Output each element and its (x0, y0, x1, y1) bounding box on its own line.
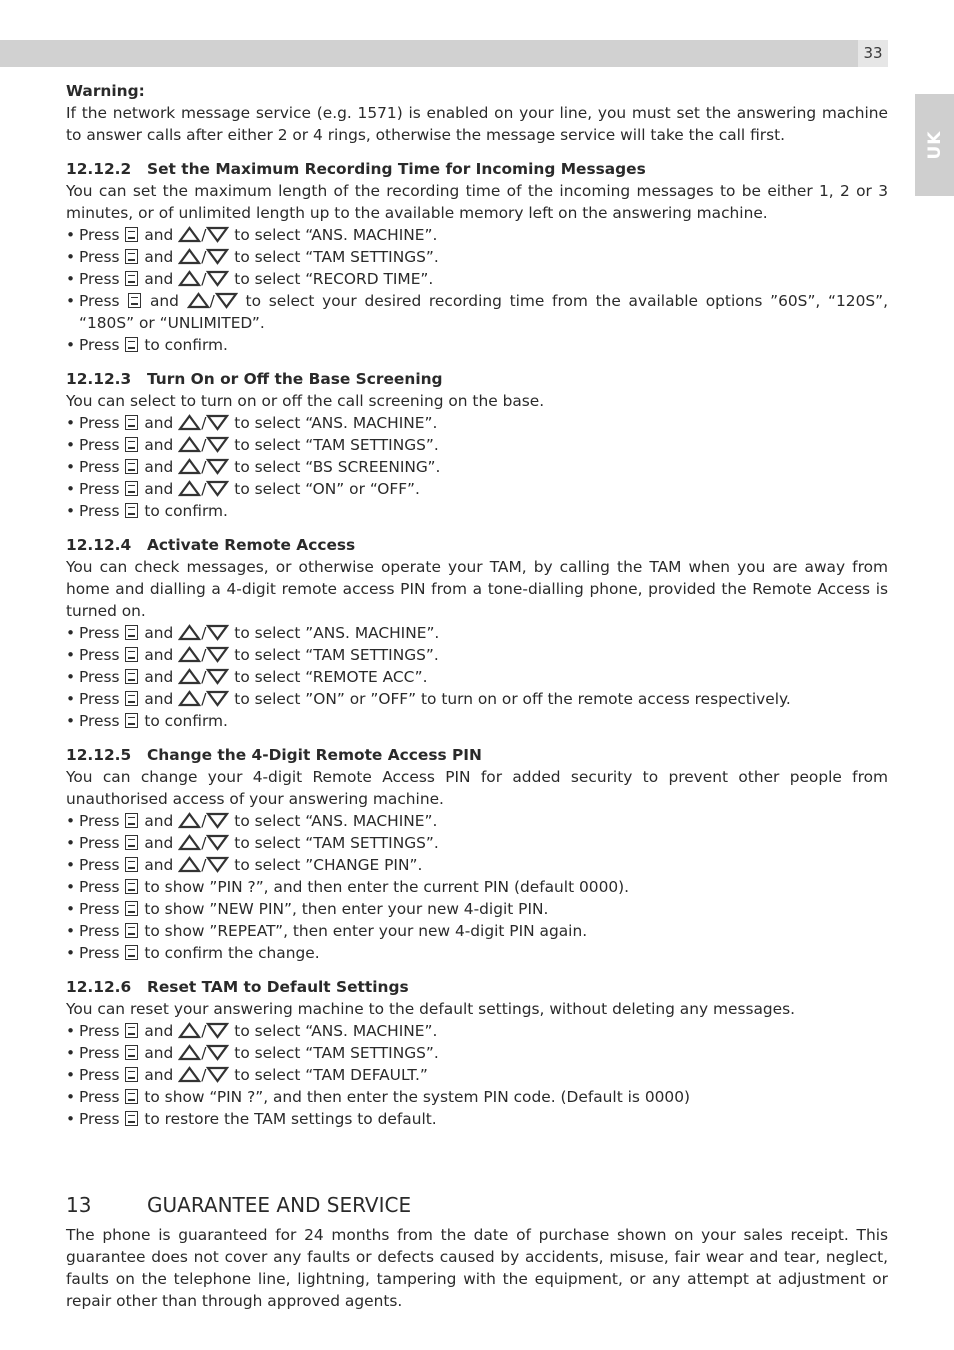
and-label: and (144, 690, 174, 708)
press-label: Press (79, 856, 120, 874)
section-12-12-3 (66, 368, 888, 522)
down-arrow-icon (206, 624, 229, 642)
menu-key-icon (125, 691, 138, 706)
up-arrow-icon (178, 248, 201, 266)
up-arrow-icon (178, 1066, 201, 1084)
chapter-heading (66, 1192, 888, 1218)
list-item (66, 412, 888, 434)
list-item (66, 224, 888, 246)
and-label: and (144, 1022, 174, 1040)
language-tab-label: UK (924, 130, 945, 160)
press-label: Press (79, 812, 120, 830)
up-arrow-icon (178, 624, 201, 642)
menu-key-icon (125, 713, 138, 728)
section-heading (66, 744, 888, 766)
section-12-12-6 (66, 976, 888, 1130)
slash-label: / (201, 812, 207, 830)
step-text: to select ”ON” or ”OFF” to turn on or off the remote access respectively. (234, 690, 791, 708)
and-label: and (144, 480, 174, 498)
page-number: 33 (858, 40, 888, 67)
menu-key-icon (125, 1045, 138, 1060)
menu-key-icon (125, 481, 138, 496)
and-label: and (144, 226, 174, 244)
slash-label: / (201, 226, 207, 244)
list-item (66, 898, 888, 920)
list-item (66, 456, 888, 478)
step-text: to show ”NEW PIN”, then enter your new 4-digit PIN. (144, 900, 549, 918)
slash-label: / (201, 414, 207, 432)
language-tab (915, 94, 954, 196)
menu-key-icon (125, 1023, 138, 1038)
section-heading (66, 976, 888, 998)
press-label: Press (79, 1022, 120, 1040)
press-label: Press (79, 414, 120, 432)
chapter-title: GUARANTEE AND SERVICE (147, 1193, 412, 1217)
list-item (66, 1042, 888, 1064)
and-label: and (144, 812, 174, 830)
list-item (66, 1108, 888, 1130)
chapter-number: 13 (66, 1193, 92, 1217)
press-label: Press (79, 1066, 120, 1084)
section-heading (66, 158, 888, 180)
section-number: 12.12.6 (66, 978, 132, 996)
step-text: to show “PIN ?”, and then enter the system PIN code. (Default is 0000) (144, 1088, 690, 1106)
step-text: to select “REMOTE ACC”. (234, 668, 428, 686)
up-arrow-icon (178, 480, 201, 498)
down-arrow-icon (206, 1022, 229, 1040)
down-arrow-icon (206, 458, 229, 476)
section-number: 12.12.5 (66, 746, 132, 764)
down-arrow-icon (206, 646, 229, 664)
step-text: to select ”ANS. MACHINE”. (234, 624, 440, 642)
slash-label: / (201, 270, 207, 288)
step-text: to select “RECORD TIME”. (234, 270, 434, 288)
press-label: Press (79, 1110, 120, 1128)
list-item (66, 832, 888, 854)
up-arrow-icon (178, 270, 201, 288)
down-arrow-icon (206, 834, 229, 852)
step-text: to show ”REPEAT”, then enter your new 4-digit PIN again. (144, 922, 588, 940)
down-arrow-icon (206, 226, 229, 244)
slash-label: / (201, 834, 207, 852)
list-item (66, 290, 888, 334)
header-bar (0, 40, 858, 67)
step-text: to select “TAM SETTINGS”. (234, 646, 439, 664)
steps-list (66, 412, 888, 522)
up-arrow-icon (178, 812, 201, 830)
steps-list (66, 622, 888, 732)
section-12-12-5 (66, 744, 888, 964)
section-12-12-2 (66, 158, 888, 356)
down-arrow-icon (206, 668, 229, 686)
up-arrow-icon (187, 292, 210, 310)
list-item (66, 246, 888, 268)
step-text: to show ”PIN ?”, and then enter the current PIN (default 0000). (144, 878, 630, 896)
up-arrow-icon (178, 646, 201, 664)
press-label: Press (79, 944, 120, 962)
step-text: to select “ANS. MACHINE”. (234, 414, 438, 432)
step-text: to select “TAM SETTINGS”. (234, 248, 439, 266)
slash-label: / (201, 1066, 207, 1084)
slash-label: / (201, 480, 207, 498)
slash-label: / (201, 690, 207, 708)
menu-key-icon (125, 901, 138, 916)
and-label: and (144, 646, 174, 664)
press-label: Press (79, 690, 120, 708)
down-arrow-icon (206, 856, 229, 874)
menu-key-icon (125, 249, 138, 264)
section-12-12-4 (66, 534, 888, 732)
press-label: Press (79, 1088, 120, 1106)
down-arrow-icon (206, 480, 229, 498)
and-label: and (144, 834, 174, 852)
down-arrow-icon (206, 248, 229, 266)
slash-label: / (201, 668, 207, 686)
menu-key-icon (125, 503, 138, 518)
up-arrow-icon (178, 1044, 201, 1062)
menu-key-icon (125, 1089, 138, 1104)
list-item (66, 876, 888, 898)
menu-key-icon (125, 1067, 138, 1082)
down-arrow-icon (206, 270, 229, 288)
menu-key-icon (125, 415, 138, 430)
section-title: Activate Remote Access (147, 536, 356, 554)
menu-key-icon (125, 437, 138, 452)
up-arrow-icon (178, 226, 201, 244)
section-title: Set the Maximum Recording Time for Incoming Messages (147, 160, 646, 178)
press-label: Press (79, 458, 120, 476)
section-title: Change the 4-Digit Remote Access PIN (147, 746, 482, 764)
slash-label: / (201, 248, 207, 266)
and-label: and (144, 856, 174, 874)
list-item (66, 666, 888, 688)
steps-list (66, 1020, 888, 1130)
and-label: and (149, 292, 179, 310)
up-arrow-icon (178, 436, 201, 454)
and-label: and (144, 458, 174, 476)
guarantee-text: The phone is guaranteed for 24 months from the date of purchase shown on your sales receipt. This guarantee does not cover any faults or defects caused by accidents, misuse, fair wear and tear, neglect, faults on the telephone line, lightning, tampering with the equipment, or any attempt at adjustment or repair other than through approved agents. (66, 1226, 888, 1310)
press-label: Press (79, 292, 120, 310)
section-heading (66, 534, 888, 556)
section-intro: You can set the maximum length of the recording time of the incoming messages to be either 1, 2 or 3 minutes, or of unlimited length up to the available memory left on the answering machine. (66, 182, 888, 222)
steps-list (66, 224, 888, 356)
menu-key-icon (125, 879, 138, 894)
warning-title: Warning: (66, 82, 145, 100)
down-arrow-icon (206, 1066, 229, 1084)
and-label: and (144, 270, 174, 288)
slash-label: / (201, 646, 207, 664)
steps-list (66, 810, 888, 964)
and-label: and (144, 1066, 174, 1084)
step-text: to select “TAM SETTINGS”. (234, 834, 439, 852)
list-item (66, 920, 888, 942)
down-arrow-icon (206, 1044, 229, 1062)
press-label: Press (79, 226, 120, 244)
slash-label: / (201, 1044, 207, 1062)
step-text: to select “TAM SETTINGS”. (234, 1044, 439, 1062)
up-arrow-icon (178, 856, 201, 874)
step-text: to select your desired recording time from the available options ”60S”, “120S”, “180S” or “UNLIMITED”. (79, 292, 888, 332)
and-label: and (144, 624, 174, 642)
section-number: 12.12.4 (66, 536, 132, 554)
press-label: Press (79, 668, 120, 686)
sections (66, 158, 888, 1130)
menu-key-icon (128, 293, 141, 308)
press-label: Press (79, 834, 120, 852)
list-item (66, 1064, 888, 1086)
menu-key-icon (125, 625, 138, 640)
press-label: Press (79, 624, 120, 642)
section-intro: You can check messages, or otherwise operate your TAM, by calling the TAM when you are away from home and dialling a 4-digit remote access PIN from a tone-dialling phone, provided the Remote Access is turned on. (66, 558, 888, 620)
list-item (66, 710, 888, 732)
menu-key-icon (125, 647, 138, 662)
up-arrow-icon (178, 1022, 201, 1040)
menu-key-icon (125, 271, 138, 286)
down-arrow-icon (206, 414, 229, 432)
press-label: Press (79, 878, 120, 896)
step-text: to select “ANS. MACHINE”. (234, 812, 438, 830)
press-label: Press (79, 900, 120, 918)
list-item (66, 268, 888, 290)
press-label: Press (79, 712, 120, 730)
menu-key-icon (125, 813, 138, 828)
list-item (66, 434, 888, 456)
section-title: Turn On or Off the Base Screening (147, 370, 443, 388)
press-label: Press (79, 1044, 120, 1062)
document-body (66, 80, 888, 1312)
down-arrow-icon (206, 690, 229, 708)
section-intro: You can change your 4-digit Remote Access PIN for added security to prevent other people from unauthorised access of your answering machine. (66, 768, 888, 808)
press-label: Press (79, 270, 120, 288)
step-text: to select “TAM DEFAULT.” (234, 1066, 428, 1084)
slash-label: / (201, 624, 207, 642)
press-label: Press (79, 922, 120, 940)
down-arrow-icon (206, 436, 229, 454)
and-label: and (144, 248, 174, 266)
down-arrow-icon (206, 812, 229, 830)
up-arrow-icon (178, 690, 201, 708)
press-label: Press (79, 646, 120, 664)
press-label: Press (79, 502, 120, 520)
section-number: 12.12.2 (66, 160, 132, 178)
list-item (66, 622, 888, 644)
list-item (66, 1086, 888, 1108)
step-text: to select ”CHANGE PIN”. (234, 856, 423, 874)
section-intro: You can select to turn on or off the call screening on the base. (66, 392, 545, 410)
press-label: Press (79, 480, 120, 498)
up-arrow-icon (178, 834, 201, 852)
and-label: and (144, 414, 174, 432)
list-item (66, 334, 888, 356)
list-item (66, 688, 888, 710)
step-text: to select “TAM SETTINGS”. (234, 436, 439, 454)
step-text: to confirm. (144, 336, 228, 354)
section-number: 12.12.3 (66, 370, 132, 388)
menu-key-icon (125, 945, 138, 960)
menu-key-icon (125, 459, 138, 474)
step-text: to select “ANS. MACHINE”. (234, 226, 438, 244)
slash-label: / (201, 436, 207, 454)
step-text: to restore the TAM settings to default. (144, 1110, 437, 1128)
step-text: to confirm the change. (144, 944, 320, 962)
menu-key-icon (125, 857, 138, 872)
list-item (66, 500, 888, 522)
slash-label: / (201, 458, 207, 476)
and-label: and (144, 1044, 174, 1062)
step-text: to confirm. (144, 712, 228, 730)
and-label: and (144, 436, 174, 454)
menu-key-icon (125, 227, 138, 242)
slash-label: / (209, 292, 215, 310)
menu-key-icon (125, 337, 138, 352)
menu-key-icon (125, 669, 138, 684)
menu-key-icon (125, 835, 138, 850)
list-item (66, 942, 888, 964)
warning-text: If the network message service (e.g. 1571) is enabled on your line, you must set the answering machine to answer calls after either 2 or 4 rings, otherwise the message service will take the call first. (66, 104, 888, 144)
press-label: Press (79, 436, 120, 454)
list-item (66, 854, 888, 876)
down-arrow-icon (215, 292, 238, 310)
step-text: to select “BS SCREENING”. (234, 458, 441, 476)
up-arrow-icon (178, 414, 201, 432)
and-label: and (144, 668, 174, 686)
section-intro: You can reset your answering machine to the default settings, without deleting any messages. (66, 1000, 796, 1018)
up-arrow-icon (178, 458, 201, 476)
press-label: Press (79, 248, 120, 266)
step-text: to select “ON” or “OFF”. (234, 480, 420, 498)
list-item (66, 810, 888, 832)
step-text: to confirm. (144, 502, 228, 520)
section-heading (66, 368, 888, 390)
slash-label: / (201, 1022, 207, 1040)
up-arrow-icon (178, 668, 201, 686)
list-item (66, 644, 888, 666)
slash-label: / (201, 856, 207, 874)
menu-key-icon (125, 1111, 138, 1126)
list-item (66, 1020, 888, 1042)
section-title: Reset TAM to Default Settings (147, 978, 409, 996)
step-text: to select “ANS. MACHINE”. (234, 1022, 438, 1040)
press-label: Press (79, 336, 120, 354)
list-item (66, 478, 888, 500)
menu-key-icon (125, 923, 138, 938)
